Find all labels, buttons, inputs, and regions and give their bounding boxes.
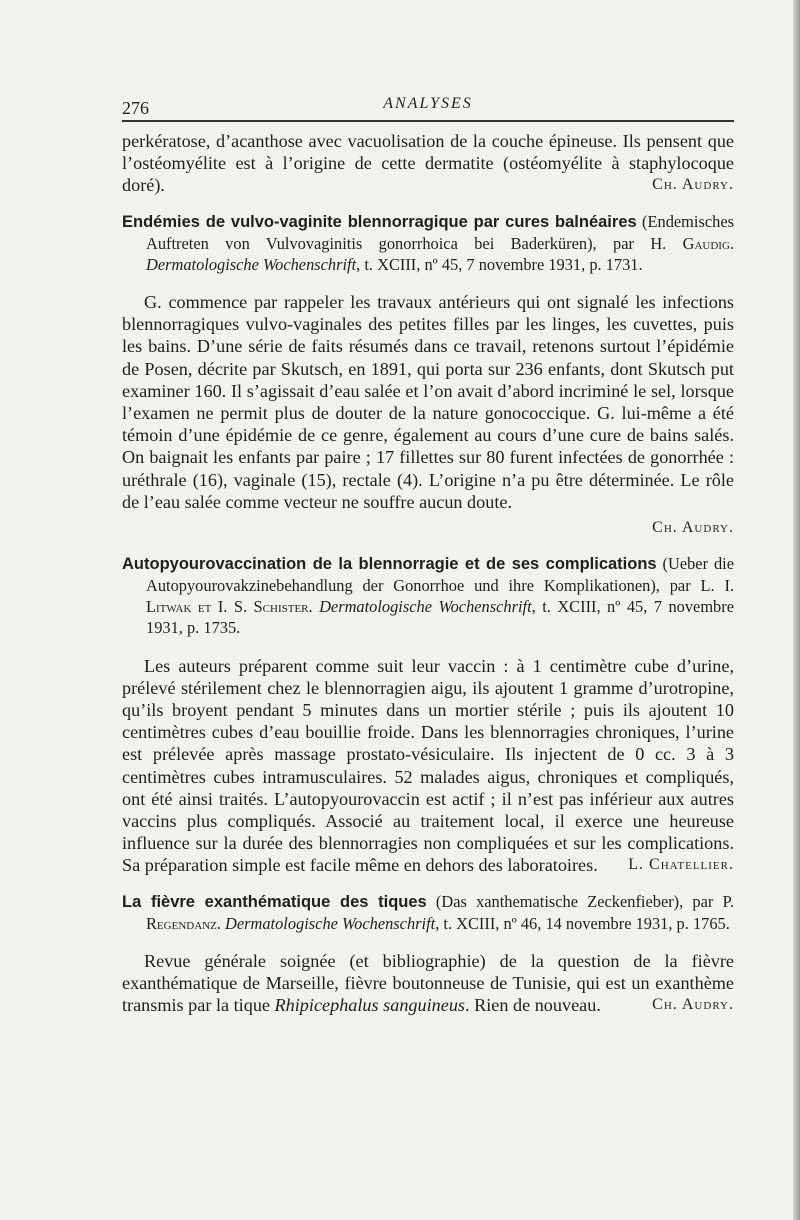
article-3-journal: Dermatologische Wochenschrift [225,913,436,933]
article-1-heading [122,211,734,275]
article-2-body-text: Les auteurs préparent comme suit leur vaccin : à 1 centimètre cube d’urine, prélevé stérilement chez le blennorragien aigu, ils ajoutent 1 gramme d’urotropine, qu’ils broyent pendant 5 minutes dans un mortier stérile ; puis ils ajoutent 10 centimètres cubes d’eau bouillie froide. Dans les blennorragies chroniques, l’urine est prélevée après massage prostato-vésiculaire. Ils injectent de 0 cc. 3 à 3 centimètres cubes intramusculaires. 52 malades aigus, chroniques et compliqués, ont été ainsi traités. L’autopyourovaccin est actif ; il n’est pas inférieur aux autres vaccins plus compliqués. Associé au traitement local, il exerce une heureuse influence sur la durée des blennorragies non compliquées et sur les complications. Sa préparation simple est facile même en dehors des laboratoires. [122,655,734,876]
article-2-author: L. I. Litwak et I. S. Schister. [146,576,734,617]
page-edge-shadow [793,0,800,1220]
article-3-body-after: . Rien de nouveau. [465,995,601,1016]
page [122,90,734,1017]
continuation-signature: Ch. Audry. [652,176,734,194]
article-2-body [122,655,734,877]
article-2-heading [122,553,734,638]
article-3-heading [122,891,734,934]
page-header [122,90,734,122]
article-1-body: G. commence par rappeler les travaux antérieurs qui ont signalé les infections blennorragiques vulvo-vaginales des petites filles par les linges, les cuvettes, puis les bains. D’une série de faits résumés dans ce travail, retenons surtout l’épidémie de Posen, décrite par Skutsch, en 1891, qui porta sur 236 enfants, dont Skutsch put examiner 160. Il s’agissait d’eau salée et l’on avait d’abord incriminé le sel, lorsque l’examen ne permit plus de douter de la nature gonococcique. G. lui-même a été témoin d’une épidémie de ce genre, également au cours d’une cure de bains salés. On baignait les enfants par paire ; 17 fillettes sur 80 furent infectées de gonorrhée : uréthrale (16), vaginale (15), rectale (4). L’origine n’a pu être déterminée. Le rôle de l’eau salée comme vecteur ne souffre aucun doute. [122,292,734,512]
continuation-text [122,130,734,197]
running-head: ANALYSES [383,95,473,112]
article-3-orig-ref: (Das xanthematische Zeckenfieber), par [435,891,714,911]
article-2-details: , t. XCIII, nº 45, 7 novembre 1931, p. 1735. [146,597,734,638]
article-1-signature: Ch. Audry. [652,519,734,537]
page-number: 276 [122,98,149,118]
article-3-body [122,950,734,1017]
article-1-details: , t. XCIII, nº 45, 7 novembre 1931, p. 1731. [356,254,643,274]
article-2-title: Autopyourovaccination de la blennorragie et de ses complications [122,555,657,574]
continuation-body: perkératose, d’acanthose avec vacuolisation de la couche épineuse. Ils pensent que l’ostéomyélite est à l’origine de cette dermatite (ostéomyélite à staphylocoque doré). [122,131,734,196]
article-3-signature: Ch. Audry. [652,996,734,1014]
article-3-author: P. Regendanz. [146,891,734,933]
article-1-author: H. Gaudig. [650,233,734,253]
article-1-journal: Dermatologische Wochenschrift [146,254,357,274]
article-2-journal: Dermatologische Wochenschrift [319,597,532,617]
article-3-details: , t. XCIII, nº 46, 14 novembre 1931, p. 1765. [435,913,730,933]
article-1-title: Endémies de vulvo-vaginite blennorragique par cures balnéaires [122,212,637,231]
article-2-orig-ref: (Ueber die Autopyourovakzinebehandlung der Gonorrhoe und ihre Komplikationen), par [146,554,735,596]
article-3-species: Rhipicephalus sanguineus [274,995,465,1016]
article-1-orig-ref: (Endemisches Auftreten von Vulvovaginitis gonorrhoica bei Baderküren), par [146,211,734,253]
article-3-body-before: Revue générale soignée (et bibliographie) de la question de la fièvre exanthématique de Marseille, fièvre boutonneuse de Tunisie, qui est un exanthème transmis par la tique [122,951,734,1016]
article-2-signature: L. Chatellier. [628,856,734,874]
article-3-title: La fièvre exanthématique des tiques [122,892,427,911]
